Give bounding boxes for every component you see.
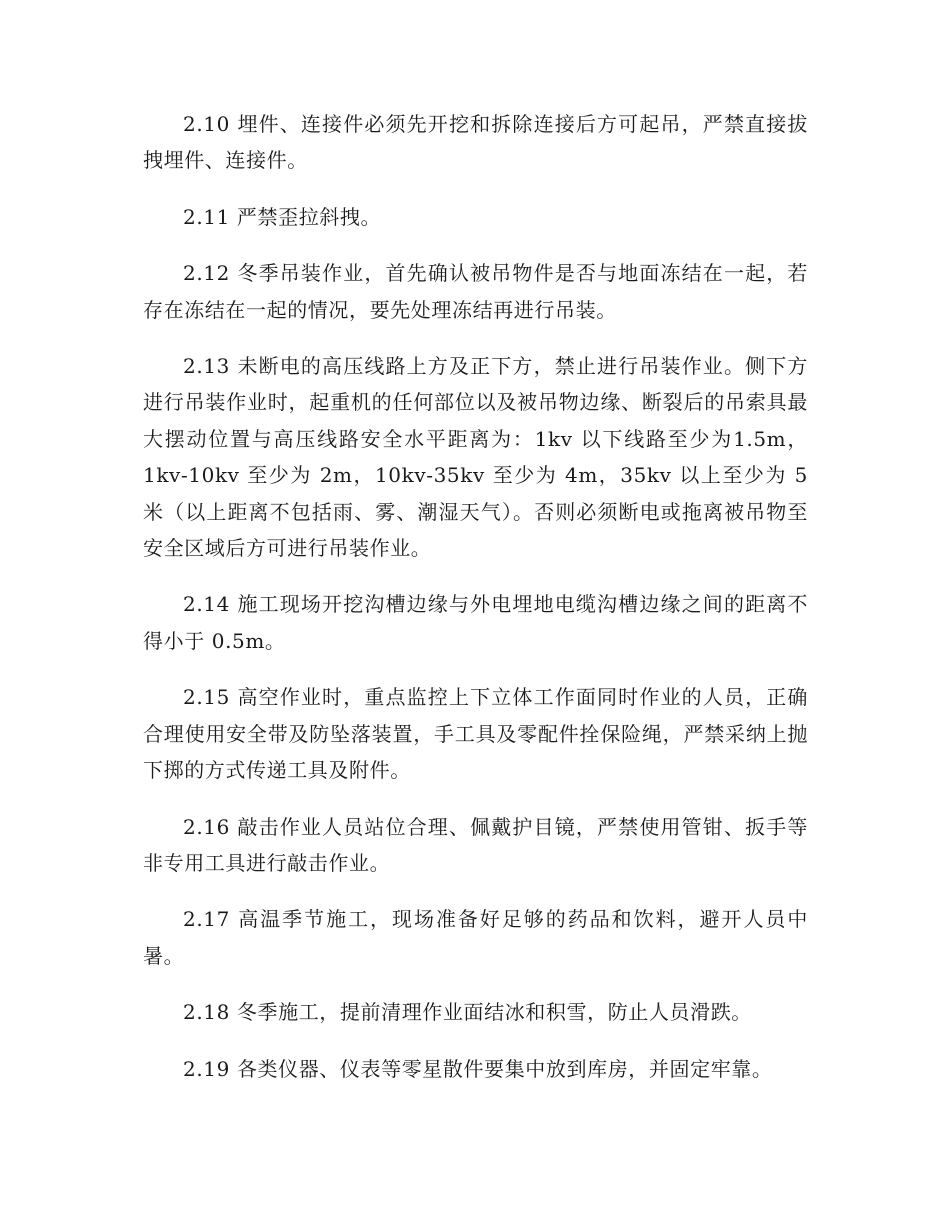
paragraph-2-11: 2.11 严禁歪拉斜拽。	[183, 204, 382, 229]
document-body	[143, 106, 808, 1105]
paragraph-2-14: 2.14 施工现场开挖沟槽边缘与外电埋地电缆沟槽边缘之间的距离不得小于 0.5m。	[143, 592, 808, 653]
paragraph-2-15: 2.15 高空作业时，重点监控上下立体工作面同时作业的人员，正确合理使用安全带及防坠落装置，手工具及零配件拴保险绳，严禁采纳上抛下掷的方式传递工具及附件。	[143, 685, 808, 783]
paragraph-2-18: 2.18 冬季施工，提前清理作业面结冰和积雪，防止人员滑跌。	[183, 1000, 752, 1025]
paragraph-2-10: 2.10 埋件、连接件必须先开挖和拆除连接后方可起吊，严禁直接拔拽埋件、连接件。	[143, 112, 808, 173]
paragraph-2-12: 2.12 冬季吊装作业，首先确认被吊物件是否与地面冻结在一起，若存在冻结在一起的情况，要先处理冻结再进行吊装。	[143, 261, 808, 322]
paragraph-2-19: 2.19 各类仪器、仪表等零星散件要集中放到库房，并固定牢靠。	[183, 1056, 773, 1081]
paragraph-2-17: 2.17 高温季节施工，现场准备好足够的药品和饮料，避开人员中暑。	[143, 907, 808, 968]
paragraph-2-13: 2.13 未断电的高压线路上方及正下方，禁止进行吊装作业。侧下方进行吊装作业时，起重机的任何部位以及被吊物边缘、断裂后的吊索具最大摆动位置与高压线路安全水平距离为：1kv 以下线路至少为1.5m，1kv-10kv 至少为 2m，10kv-35kv 至少为 4m，35kv 以上至少为 5 米（以上距离不包括雨、雾、潮湿天气）。否则必须断电或拖离被吊物至安全区域后方可进行吊装作业。	[143, 354, 808, 561]
paragraph-2-16: 2.16 敲击作业人员站位合理、佩戴护目镜，严禁使用管钳、扳手等非专用工具进行敲击作业。	[143, 814, 808, 875]
